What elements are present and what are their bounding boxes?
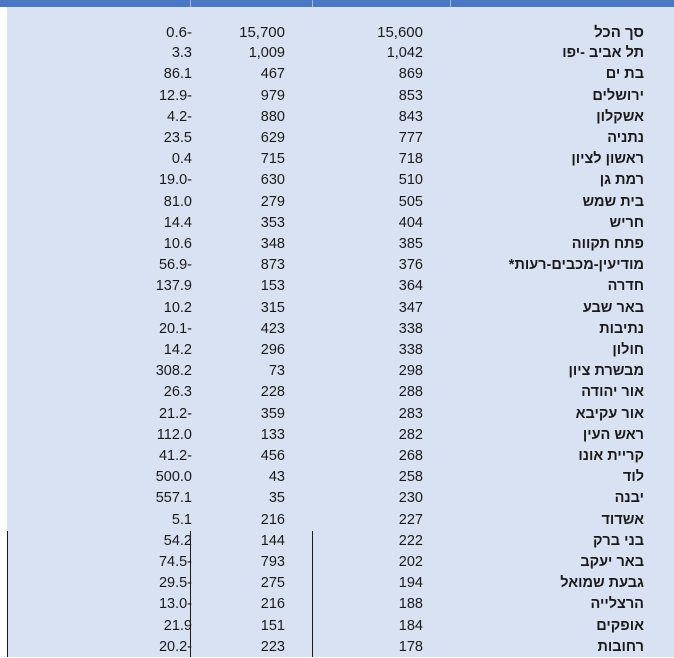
current-cell: 298 <box>398 363 423 380</box>
table-row <box>7 425 674 446</box>
city-cell: נתניה <box>607 130 644 146</box>
change-cell: 21.9 <box>163 617 192 634</box>
previous-cell: 228 <box>260 384 285 401</box>
current-cell: 202 <box>398 554 423 570</box>
current-cell: 843 <box>398 108 423 125</box>
previous-cell: 467 <box>260 66 285 83</box>
city-cell: לוד <box>622 469 644 486</box>
change-cell: 10.6 <box>163 236 192 252</box>
table-row <box>7 594 674 615</box>
current-cell: 376 <box>398 257 423 274</box>
table-row <box>7 128 674 149</box>
change-cell: 21.2- <box>158 405 192 422</box>
current-cell: 282 <box>398 426 423 443</box>
table-row <box>7 255 674 276</box>
current-cell: 188 <box>398 596 423 613</box>
current-cell: 268 <box>398 448 423 464</box>
city-cell: ראשון לציון <box>571 151 644 168</box>
previous-cell: 629 <box>260 130 285 146</box>
change-cell: 0.4 <box>171 151 192 168</box>
table-row <box>7 467 674 488</box>
table-row-total <box>7 22 674 43</box>
current-cell: 178 <box>398 638 423 655</box>
change-cell: 4.2- <box>167 108 192 125</box>
previous-cell: 359 <box>260 405 285 422</box>
current-cell: 338 <box>398 342 423 358</box>
previous-cell: 15,700 <box>239 24 285 41</box>
change-cell: 41.2- <box>158 448 192 464</box>
previous-cell: 144 <box>260 532 285 549</box>
city-cell: הרצלייה <box>590 596 644 613</box>
change-cell: 112.0 <box>156 426 192 443</box>
current-cell: 1,042 <box>386 45 423 62</box>
city-cell: אשקלון <box>596 108 644 125</box>
change-cell: 81.0 <box>163 193 192 210</box>
previous-cell: 296 <box>260 342 285 358</box>
previous-cell: 279 <box>260 193 285 210</box>
change-cell: 56.9- <box>158 257 192 274</box>
previous-cell: 315 <box>260 299 285 316</box>
change-cell: 20.2- <box>158 638 192 655</box>
table-row <box>7 361 674 382</box>
current-cell: 194 <box>398 575 423 592</box>
city-cell: בני ברק <box>592 532 644 549</box>
current-cell: 338 <box>398 320 423 337</box>
change-cell: 14.2 <box>163 342 192 358</box>
previous-cell: 880 <box>260 108 285 125</box>
current-cell: 227 <box>398 511 423 528</box>
city-cell: נתיבות <box>599 320 644 337</box>
previous-cell: 353 <box>260 214 285 231</box>
current-cell: 222 <box>398 532 423 549</box>
table-row <box>7 616 674 637</box>
change-cell: 74.5- <box>158 554 192 570</box>
header-separator <box>190 0 191 7</box>
change-cell: 500.0 <box>155 469 192 486</box>
table-row <box>7 637 674 658</box>
city-cell: חדרה <box>607 278 644 295</box>
city-cell: רחובות <box>597 638 644 655</box>
previous-cell: 630 <box>260 172 285 189</box>
change-cell: 54.2 <box>163 532 192 549</box>
previous-cell: 423 <box>260 320 285 337</box>
change-cell: 3.3 <box>171 45 192 62</box>
table-row <box>7 552 674 573</box>
previous-cell: 275 <box>260 575 285 592</box>
current-cell: 283 <box>398 405 423 422</box>
previous-cell: 153 <box>260 278 285 295</box>
change-cell: 86.1 <box>163 66 192 83</box>
table-row <box>7 340 674 361</box>
table-row <box>7 510 674 531</box>
previous-cell: 151 <box>260 617 285 634</box>
change-cell: 14.4 <box>163 214 192 231</box>
current-cell: 184 <box>398 617 423 634</box>
table-row <box>7 319 674 340</box>
current-cell: 404 <box>398 214 423 231</box>
previous-cell: 979 <box>260 87 285 104</box>
city-cell: חריש <box>609 214 644 231</box>
change-cell: 0.6- <box>166 24 192 41</box>
previous-cell: 873 <box>260 257 285 274</box>
previous-cell: 456 <box>260 448 285 464</box>
table-row <box>7 404 674 425</box>
table-row <box>7 64 674 85</box>
current-cell: 510 <box>398 172 423 189</box>
header-separator <box>450 0 451 7</box>
table-row <box>7 86 674 107</box>
header-separator <box>312 0 313 7</box>
change-cell: 23.5 <box>163 130 192 146</box>
city-cell: מודיעין-מכבים-רעות* <box>508 257 644 274</box>
table-row <box>7 149 674 170</box>
city-cell: רמת גן <box>599 172 644 189</box>
change-cell: 5.1 <box>171 511 192 528</box>
table-row <box>7 170 674 191</box>
table-row <box>7 573 674 594</box>
previous-cell: 133 <box>260 426 285 443</box>
city-cell: מבשרת ציון <box>568 363 644 380</box>
change-cell: 26.3 <box>163 384 192 401</box>
current-cell: 15,600 <box>377 24 423 41</box>
city-cell: בית שמש <box>582 193 644 210</box>
change-cell: 137.9 <box>155 278 192 295</box>
table-row <box>7 192 674 213</box>
change-cell: 19.0- <box>158 172 192 189</box>
city-cell: באר שבע <box>582 299 644 316</box>
previous-cell: 216 <box>260 511 285 528</box>
city-cell: יבנה <box>614 490 644 507</box>
current-cell: 288 <box>398 384 423 401</box>
change-cell: 10.2 <box>163 299 192 316</box>
city-cell: חולון <box>612 342 644 358</box>
table-header-band <box>0 0 674 7</box>
change-cell: 29.5- <box>158 575 192 592</box>
current-cell: 347 <box>398 299 423 316</box>
table-row <box>7 531 674 552</box>
city-cell: בת ים <box>605 66 644 83</box>
current-cell: 258 <box>398 469 423 486</box>
city-cell: אור יהודה <box>581 384 644 401</box>
previous-cell: 348 <box>260 236 285 252</box>
current-cell: 505 <box>398 193 423 210</box>
current-cell: 777 <box>398 130 423 146</box>
previous-cell: 43 <box>268 469 285 486</box>
change-cell: 308.2 <box>155 363 192 380</box>
city-cell: ראש העין <box>582 426 644 443</box>
table-row <box>7 446 674 467</box>
table-row <box>7 43 674 64</box>
current-cell: 869 <box>398 66 423 83</box>
table-row <box>7 107 674 128</box>
previous-cell: 793 <box>260 554 285 570</box>
table-row <box>7 488 674 509</box>
city-cell: קריית אונו <box>578 448 644 464</box>
change-cell: 557.1 <box>155 490 192 507</box>
change-cell: 13.0- <box>158 596 192 613</box>
change-cell: 12.9- <box>158 87 192 104</box>
previous-cell: 216 <box>260 596 285 613</box>
current-cell: 718 <box>398 151 423 168</box>
current-cell: 853 <box>398 87 423 104</box>
table-row <box>7 234 674 255</box>
city-cell: אור עקיבא <box>575 405 644 422</box>
change-cell: 20.1- <box>158 320 192 337</box>
city-cell: באר יעקב <box>580 554 644 570</box>
table-row <box>7 276 674 297</box>
city-cell: אשדוד <box>601 511 644 528</box>
city-cell: תל אביב -יפו <box>562 45 644 62</box>
city-cell: סך הכל <box>594 24 644 41</box>
table-row <box>7 213 674 234</box>
table-row <box>7 298 674 319</box>
previous-cell: 35 <box>268 490 285 507</box>
city-cell: אופקים <box>596 617 644 634</box>
current-cell: 364 <box>398 278 423 295</box>
previous-cell: 1,009 <box>248 45 285 62</box>
city-cell: פתח תקווה <box>571 236 644 252</box>
previous-cell: 223 <box>260 638 285 655</box>
previous-cell: 73 <box>268 363 285 380</box>
city-cell: גבעת שמואל <box>560 575 644 592</box>
previous-cell: 715 <box>260 151 285 168</box>
table-row <box>7 382 674 403</box>
current-cell: 230 <box>398 490 423 507</box>
city-cell: ירושלים <box>592 87 644 104</box>
current-cell: 385 <box>398 236 423 252</box>
